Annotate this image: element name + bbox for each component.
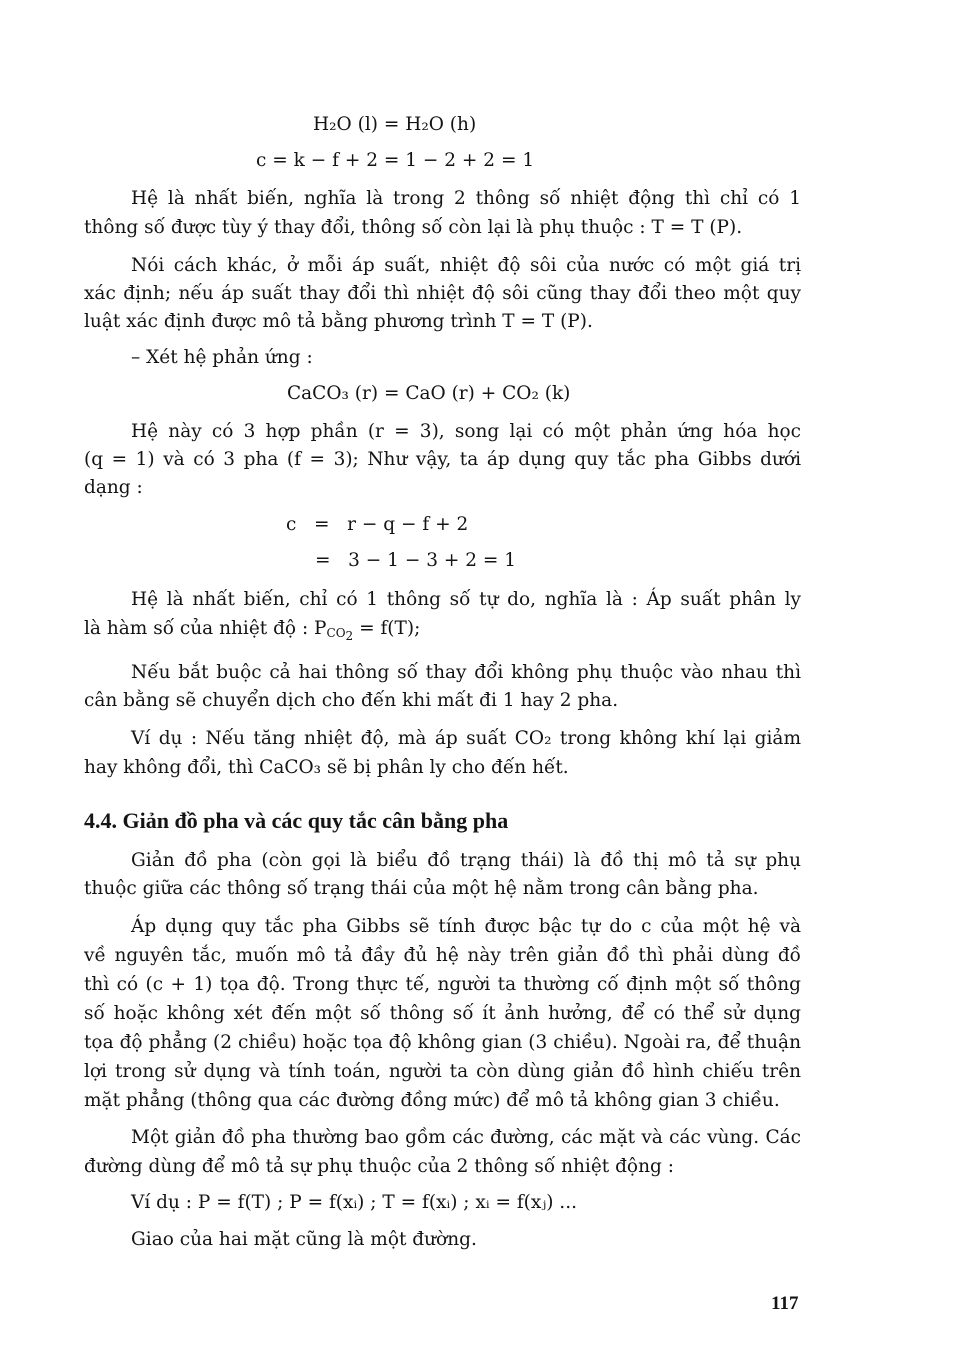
paragraph-line: Nói cách khác, ở mỗi áp suất, nhiệt độ sôi của nước có một giá trị <box>131 255 801 276</box>
paragraph-line: – Xét hệ phản ứng : <box>131 347 313 368</box>
paragraph-line: Hệ là nhất biến, nghĩa là trong 2 thông số nhiệt động thì chỉ có 1 <box>131 188 801 209</box>
paragraph-line: xác định; nếu áp suất thay đổi thì nhiệt độ sôi cũng thay đổi theo một quy <box>84 283 801 304</box>
equation-degrees-of-freedom: c = k − f + 2 = 1 − 2 + 2 = 1 <box>256 150 535 171</box>
paragraph-line: lợi trong sử dụng và tính toán, người ta còn dùng giản đồ hình chiếu trên <box>84 1061 801 1082</box>
paragraph-line: luật xác định được mô tả bằng phương trình T = T (P). <box>84 311 593 332</box>
paragraph-line: Giao của hai mặt cũng là một đường. <box>131 1229 477 1250</box>
paragraph-line: cân bằng sẽ chuyển dịch cho đến khi mất đi 1 hay 2 pha. <box>84 690 619 711</box>
paragraph-line: Hệ này có 3 hợp phần (r = 3), song lại có một phản ứng hóa học <box>131 421 801 442</box>
equation-gibbs-rule: c = r − q − f + 2 <box>286 514 469 535</box>
paragraph-line: (q = 1) và có 3 pha (f = 3); Như vậy, ta áp dụng quy tắc pha Gibbs dưới <box>84 449 801 470</box>
paragraph-line: là hàm số của nhiệt độ : $P_{CO_2} = f(T)$; <box>84 618 421 643</box>
paragraph-line: Áp dụng quy tắc pha Gibbs sẽ tính được bậc tự do c của một hệ và <box>131 916 801 937</box>
paragraph-line: Giản đồ pha (còn gọi là biểu đồ trạng thái) là đồ thị mô tả sự phụ <box>131 850 801 871</box>
paragraph-line: số hoặc không xét đến một số thông số ít ảnh hưởng, để có thể sử dụng <box>84 1003 801 1024</box>
paragraph-line: dạng : <box>84 477 143 498</box>
paragraph-line: Hệ là nhất biến, chỉ có 1 thông số tự do, nghĩa là : Áp suất phân ly <box>131 589 801 610</box>
page-number: 117 <box>771 1293 799 1314</box>
paragraph-line: Ví dụ : Nếu tăng nhiệt độ, mà áp suất CO₂ trong không khí lại giảm <box>131 728 801 749</box>
equation-gibbs-result: = 3 − 1 − 3 + 2 = 1 <box>315 550 517 571</box>
paragraph-line: Một giản đồ pha thường bao gồm các đường, các mặt và các vùng. Các <box>131 1127 801 1148</box>
section-heading: 4.4. Giản đồ pha và các quy tắc cân bằng pha <box>84 808 509 833</box>
paragraph-line: thông số được tùy ý thay đổi, thông số còn lại là phụ thuộc : T = T (P). <box>84 217 743 238</box>
paragraph-line: mặt phẳng (thông qua các đường đồng mức) để mô tả không gian 3 chiều. <box>84 1090 780 1111</box>
paragraph-line: Ví dụ : P = f(T) ; P = f(xᵢ) ; T = f(xᵢ) ; xᵢ = f(xⱼ) ... <box>131 1192 577 1213</box>
paragraph-line: về nguyên tắc, muốn mô tả đầy đủ hệ này trên giản đồ thì phải dùng đồ <box>84 945 801 966</box>
paragraph-line: thuộc giữa các thông số trạng thái của một hệ nằm trong cân bằng pha. <box>84 878 759 899</box>
equation-calcium-carbonate: CaCO₃ (r) = CaO (r) + CO₂ (k) <box>287 383 571 404</box>
paragraph-line: thì có (c + 1) tọa độ. Trong thực tế, người ta thường cố định một số thông <box>84 974 801 995</box>
paragraph-line: tọa độ phẳng (2 chiều) hoặc tọa độ không gian (3 chiều). Ngoài ra, để thuận <box>84 1032 801 1053</box>
paragraph-line: Nếu bắt buộc cả hai thông số thay đổi không phụ thuộc vào nhau thì <box>131 662 801 683</box>
equation-water-boiling: H₂O (l) = H₂O (h) <box>313 114 477 135</box>
paragraph-line: đường dùng để mô tả sự phụ thuộc của 2 thông số nhiệt động : <box>84 1156 674 1177</box>
paragraph-line: hay không đổi, thì CaCO₃ sẽ bị phân ly cho đến hết. <box>84 757 569 778</box>
